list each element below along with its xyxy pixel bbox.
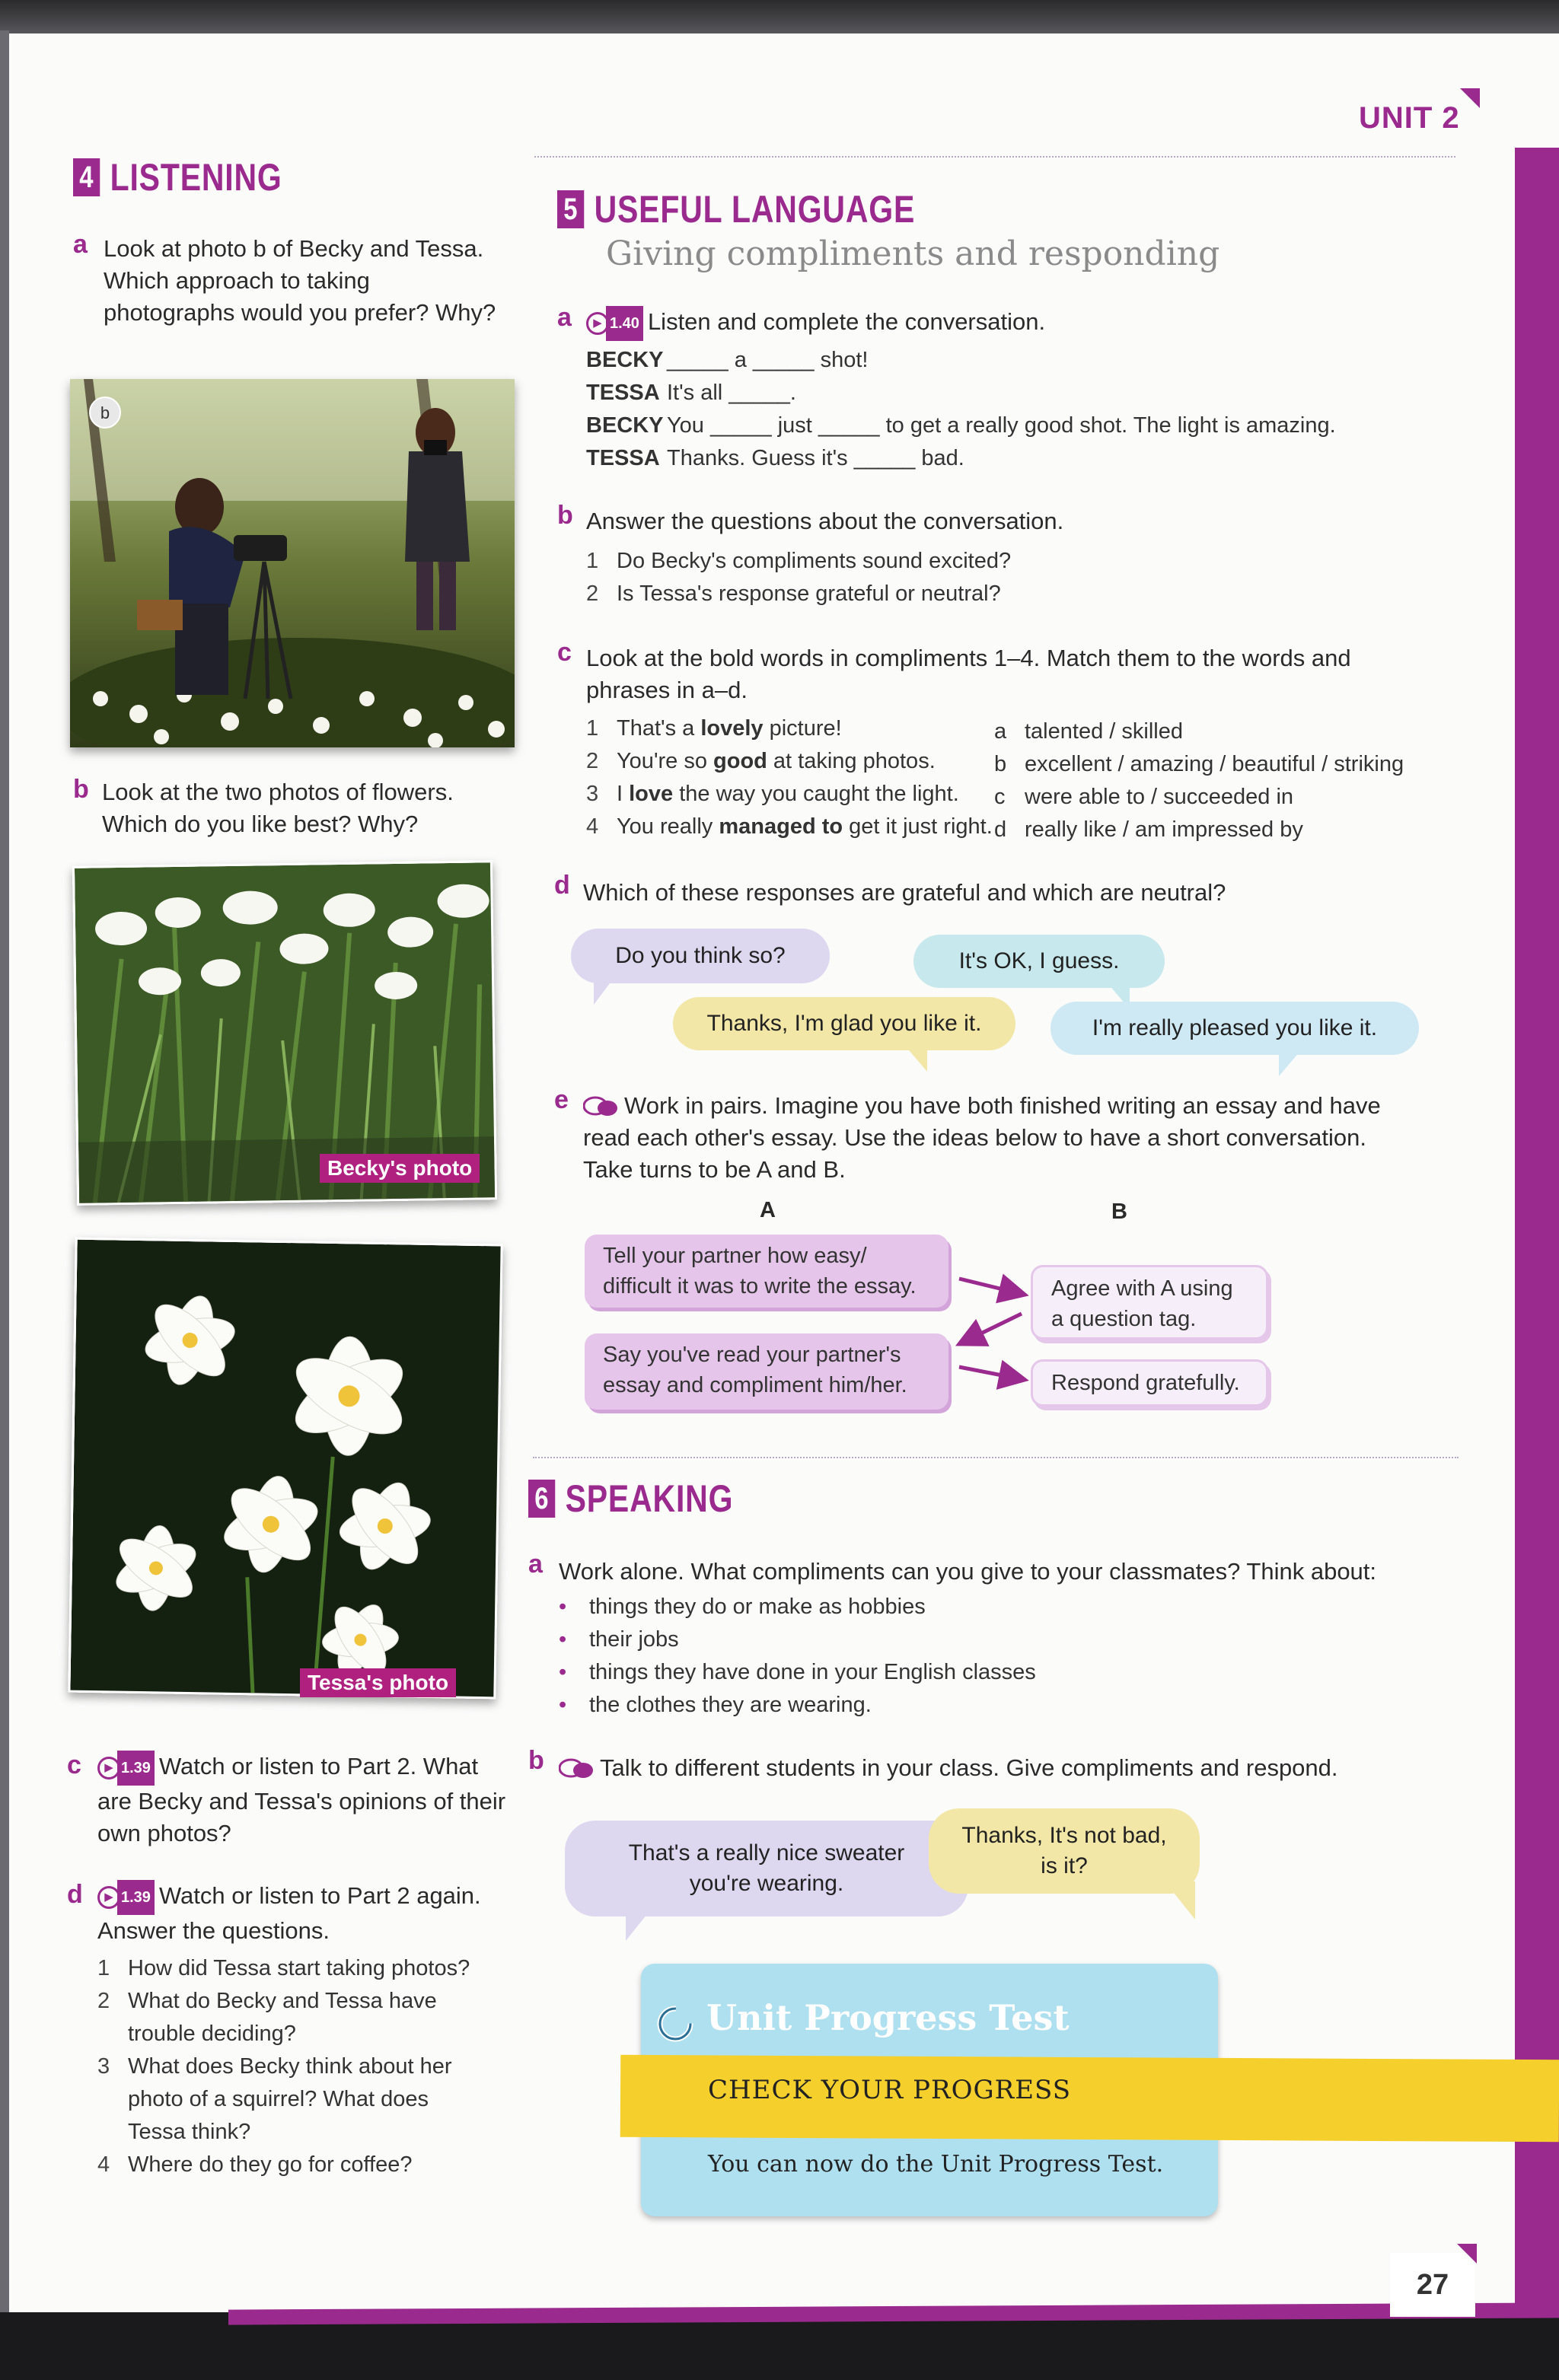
listening-c-instruction: ▶ 1.39 Watch or listen to Part 2. What are Becky and Tessa's opinions of their own photos? xyxy=(97,1751,509,1850)
listening-d-instruction: ▶ 1.39 Watch or listen to Part 2 again. Answer the questions. xyxy=(97,1880,509,1947)
section-number: 4 xyxy=(73,158,100,196)
listening-heading xyxy=(73,155,282,199)
section-number: 6 xyxy=(528,1480,555,1518)
exercise-letter: b xyxy=(73,775,89,804)
photo-b-becky-tessa xyxy=(70,379,515,747)
conversation-line: BECKY _____ a _____ shot! xyxy=(586,348,869,372)
photo-b-letter: b xyxy=(100,403,110,422)
exercise-letter: b xyxy=(528,1746,544,1775)
section-title: USEFUL LANGUAGE xyxy=(594,188,916,231)
exercise-letter: a xyxy=(73,230,88,259)
list-item: 1 How did Tessa start taking photos? xyxy=(97,1956,470,1980)
pair-work-icon xyxy=(559,1758,594,1781)
ul-a-instruction: ▶ 1.40 Listen and complete the conversation. xyxy=(586,306,1424,341)
section-title: LISTENING xyxy=(110,156,282,199)
column-a-label: A xyxy=(760,1198,776,1222)
section-number: 5 xyxy=(557,190,584,228)
exercise-letter: a xyxy=(557,303,572,332)
response-bubble: Thanks, I'm glad you like it. xyxy=(673,997,1015,1050)
progress-test-instruction: You can now do the Unit Progress Test. xyxy=(708,2151,1164,2178)
response-bubble: It's OK, I guess. xyxy=(913,935,1165,988)
list-item: a talented / skilled xyxy=(994,719,1183,744)
exercise-letter: d xyxy=(554,871,570,900)
corner-mark-icon xyxy=(1460,88,1480,108)
listening-a-instruction: Look at photo b of Becky and Tessa. Which approach to taking photographs would you prefer? Why? xyxy=(104,235,496,326)
useful-language-subtitle: Giving compliments and responding xyxy=(606,234,1220,273)
play-icon: ▶ xyxy=(586,312,609,335)
list-item: • things they have done in your English classes xyxy=(559,1660,1036,1684)
speaking-b-instruction: Talk to different students in your class. Give compliments and respond. xyxy=(559,1752,1495,1784)
ul-b-questions xyxy=(586,545,1424,610)
ul-e-instruction: Work in pairs. Imagine you have both finished writing an essay and have read each other's essay. Use the ideas below to have a short conversation. Take turns to be A and B. xyxy=(583,1092,1381,1183)
list-item: 2 What do Becky and Tessa have trouble deciding? xyxy=(97,1989,437,2046)
meanings-list xyxy=(994,715,1420,846)
conversation xyxy=(586,344,1439,475)
exercise-letter: e xyxy=(554,1085,569,1114)
ul-b-instruction: Answer the questions about the conversation. xyxy=(586,508,1064,534)
response-bubble: Do you think so? xyxy=(571,929,830,983)
scan-left-edge xyxy=(0,30,9,2375)
refresh-icon xyxy=(655,2003,696,2044)
beckys-photo-label: Becky's photo xyxy=(320,1154,480,1183)
photographers-image xyxy=(70,379,515,747)
flow-box-b1: Agree with A using a question tag. xyxy=(1031,1265,1268,1340)
progress-test-title: Unit Progress Test xyxy=(706,1997,1070,2038)
exercise-letter: b xyxy=(557,501,573,530)
white-flowers-image xyxy=(70,1240,502,1700)
list-item: • things they do or make as hobbies xyxy=(559,1595,926,1619)
corner-mark-icon xyxy=(1457,2244,1477,2264)
list-item: 2 You're so good at taking photos. xyxy=(586,749,936,773)
flow-box-a1: Tell your partner how easy/ difficult it was to write the essay. xyxy=(585,1235,948,1308)
conversation-line: TESSA Thanks. Guess it's _____ bad. xyxy=(586,446,964,470)
exercise-letter: a xyxy=(528,1550,543,1579)
flow-box-a2: Say you've read your partner's essay and compliment him/her. xyxy=(585,1333,948,1410)
ul-d-instruction: Which of these responses are grateful and which are neutral? xyxy=(583,879,1226,906)
audio-track-button[interactable]: ▶ 1.39 xyxy=(97,1880,155,1915)
top-dotted-rule xyxy=(534,156,1455,158)
conversation-line: BECKY You _____ just _____ to get a really good shot. The light is amazing. xyxy=(586,413,1336,438)
page-number: 27 xyxy=(1390,2253,1475,2317)
audio-track-button[interactable]: ▶ 1.39 xyxy=(97,1751,155,1786)
check-progress-label: CHECK YOUR PROGRESS xyxy=(708,2075,1072,2105)
useful-language-heading xyxy=(557,187,915,231)
tessas-photo xyxy=(68,1238,502,1700)
listening-b-instruction: Look at the two photos of flowers. Which do you like best? Why? xyxy=(102,779,454,837)
speaking-a-instruction: Work alone. What compliments can you give to your classmates? Think about: xyxy=(559,1558,1377,1585)
section-title: SPEAKING xyxy=(565,1477,734,1520)
compliments-list xyxy=(586,712,997,843)
audio-track-button[interactable]: ▶ 1.40 xyxy=(586,306,643,341)
response-bubble: Thanks, It's not bad, is it? xyxy=(929,1808,1200,1894)
section-divider xyxy=(533,1457,1459,1458)
list-item: • the clothes they are wearing. xyxy=(559,1693,872,1717)
flow-box-b2: Respond gratefully. xyxy=(1031,1359,1268,1407)
list-item: 1 Do Becky's compliments sound excited? xyxy=(586,549,1012,573)
unit-label: UNIT 2 xyxy=(1359,101,1460,135)
list-item: d really like / am impressed by xyxy=(994,817,1303,842)
list-item: 3 What does Becky think about her photo of a squirrel? What does Tessa think? xyxy=(97,2054,452,2144)
list-item: 3 I love the way you caught the light. xyxy=(586,782,959,806)
listening-d-questions xyxy=(97,1952,509,2181)
list-item: b excellent / amazing / beautiful / striking xyxy=(994,752,1404,776)
tessas-photo-label: Tessa's photo xyxy=(300,1668,456,1697)
play-icon: ▶ xyxy=(97,1886,120,1909)
exercise-letter: c xyxy=(67,1751,81,1779)
list-item: 1 That's a lovely picture! xyxy=(586,716,842,741)
pair-work-icon xyxy=(583,1096,618,1119)
scan-top-edge xyxy=(0,0,1559,37)
exercise-letter: d xyxy=(67,1880,83,1909)
compliment-bubble: That's a really nice sweater you're wearing. xyxy=(565,1821,968,1916)
speaking-heading xyxy=(528,1477,733,1521)
play-icon: ▶ xyxy=(97,1757,120,1779)
flow-arrows-icon xyxy=(952,1263,1035,1400)
response-bubble: I'm really pleased you like it. xyxy=(1050,1002,1419,1055)
list-item: 4 Where do they go for coffee? xyxy=(97,2152,413,2177)
list-item: • their jobs xyxy=(559,1627,679,1652)
speaking-bullets xyxy=(559,1591,1396,1722)
list-item: 2 Is Tessa's response grateful or neutral? xyxy=(586,581,1001,606)
ul-c-instruction: Look at the bold words in compliments 1–4. Match them to the words and phrases in a–d. xyxy=(586,645,1351,703)
exercise-letter: c xyxy=(557,638,572,667)
conversation-line: TESSA It's all _____. xyxy=(586,381,796,405)
list-item: 4 You really managed to get it just right. xyxy=(586,814,993,839)
list-item: c were able to / succeeded in xyxy=(994,785,1294,809)
page-edge-purple-bar xyxy=(1515,148,1559,2317)
column-b-label: B xyxy=(1111,1200,1127,1224)
